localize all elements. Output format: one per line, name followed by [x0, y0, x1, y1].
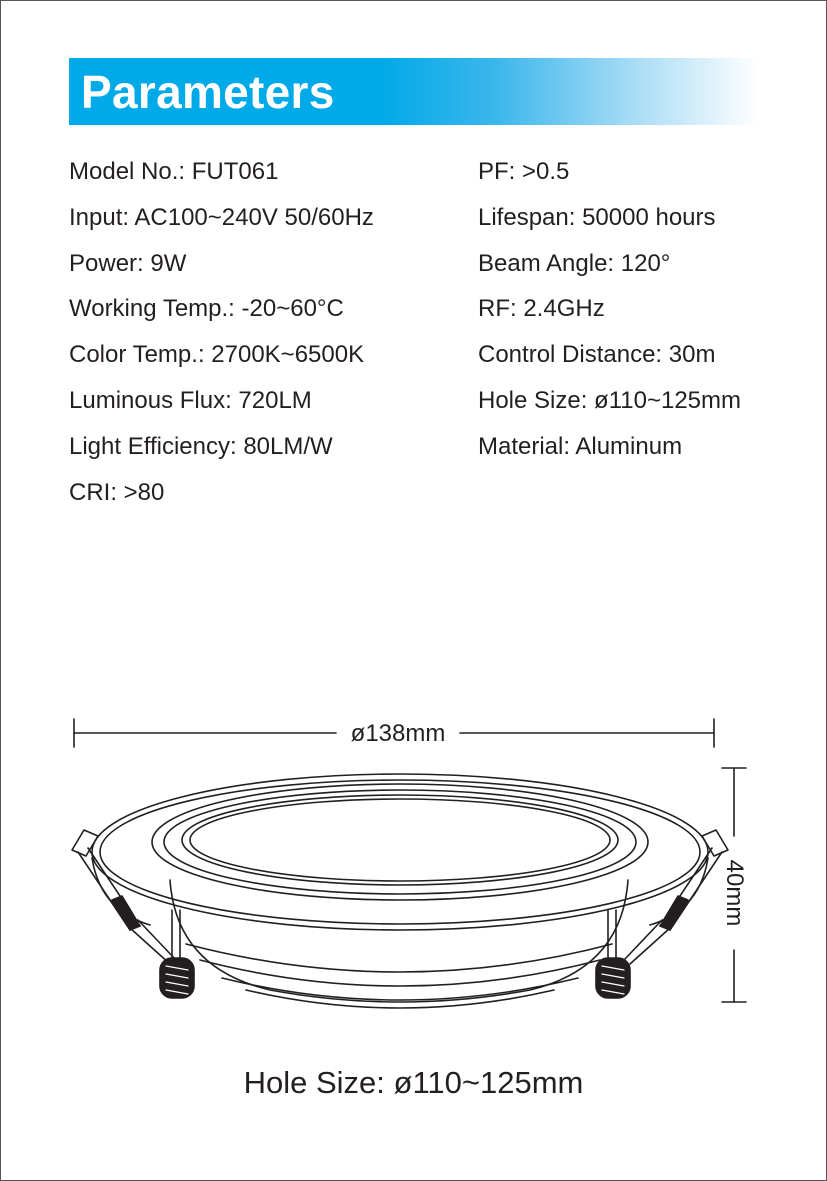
spec-rf: RF: 2.4GHz — [478, 295, 605, 323]
spec-list-left — [69, 152, 374, 518]
spec-beam-angle: Beam Angle: 120° — [478, 249, 671, 277]
lamp-reflector — [152, 784, 648, 900]
spec-pf: PF: >0.5 — [478, 158, 570, 185]
spec-control-distance: Control Distance: 30m — [478, 341, 716, 369]
spec-cri: CRI: >80 — [69, 478, 165, 506]
spec-lifespan: Lifespan: 50000 hours — [478, 203, 716, 231]
spec-luminous-flux: Luminous Flux: 720LM — [69, 386, 312, 414]
spec-list-right — [478, 152, 741, 473]
spec-input: Input: AC100~240V 50/60Hz — [69, 203, 374, 231]
width-label: ø138mm — [350, 720, 446, 747]
spec-model: Model No.: FUT061 — [69, 158, 279, 185]
lamp-flange — [92, 774, 708, 930]
spec-material: Material: Aluminum — [478, 432, 683, 460]
spec-hole-size: Hole Size: ø110~125mm — [478, 386, 742, 414]
spec-light-efficiency: Light Efficiency: 80LM/W — [69, 432, 333, 460]
spec-color-temp: Color Temp.: 2700K~6500K — [69, 341, 365, 369]
hole-size-caption: Hole Size: ø110~125mm — [243, 1065, 584, 1100]
downlight-dimension-diagram — [0, 690, 827, 1030]
page-title: Parameters — [81, 66, 335, 118]
height-label: 40mm — [721, 859, 748, 927]
spec-power: Power: 9W — [69, 249, 187, 277]
header-bar — [69, 58, 759, 125]
spec-working-temp: Working Temp.: -20~60°C — [69, 295, 344, 323]
